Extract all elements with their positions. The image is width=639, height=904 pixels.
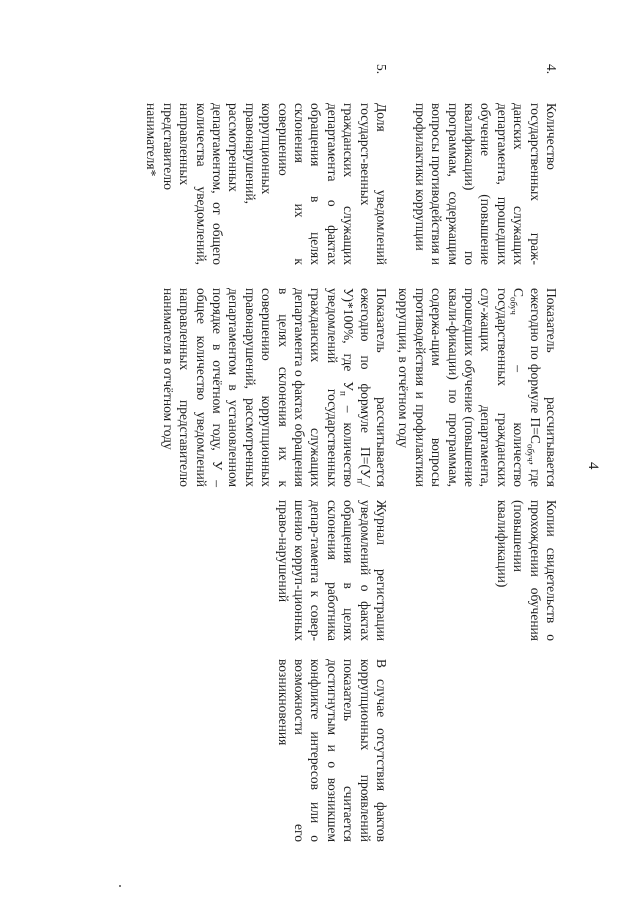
indicator-name-5: Доля уведомлений государст-венных гражданских служащих департамента о фактах обращения в целях склонения их к совершению коррупционных правонарушений, рассмотренных департаментом, от общего количества уведомлений, направленных представителю нанимателя* bbox=[144, 103, 389, 265]
row-number-4: 4. bbox=[544, 64, 559, 75]
calculation-method-5 bbox=[159, 288, 389, 487]
row-number-5: 5. bbox=[374, 64, 389, 75]
data-source-5: Журнал регистрации уведомлений о фактах обращения в целях склонения работника депар-тамента к совер-шению корруп-ционных право-нарушений bbox=[275, 500, 389, 641]
note-5: В случае отсутствия фактов коррупционных проявлений показатель считается достигнутым и о возникшем конфликте интересов или о возможности его возникновения bbox=[275, 659, 389, 842]
formula-text-4: Показатель рассчитывается ежегодно по формуле $П=С_{обуч}$, где $С_{обуч}$ – количество государственных гражданских слу-жащих департамента, прошедших обучение (повышение квали-фикации) по программам, содержа-щим вопросы противодействия и профилактики коррупции, в отчётном году bbox=[396, 288, 559, 487]
data-source-4: Копии свидетельств о прохождении обучения (повышении квалификации) bbox=[494, 500, 559, 641]
indicator-name-4: Количество государственных граж-данских служащих департамента, прошедших обучение (повышение квалификации) по программам, содержащим вопросы противодействия и профилактики коррупции bbox=[412, 103, 559, 265]
calculation-method-4 bbox=[395, 288, 559, 487]
formula-text-5: Показатель рассчитывается ежегодно по формуле $П=(У_п/У)*100\%$, где $У_п$ – количество уведомлений государственных гражданских служащих департамента о фактах обращения в целях склонения их к совершению коррупционных правонарушений, рассмотренных департаментом в установленном порядке в отчётном году, У – общее количество уведомлений направленных представителю нанимателя в отчётном году bbox=[160, 288, 389, 487]
scan-speck bbox=[119, 885, 121, 887]
page-number: 4 bbox=[585, 462, 601, 470]
